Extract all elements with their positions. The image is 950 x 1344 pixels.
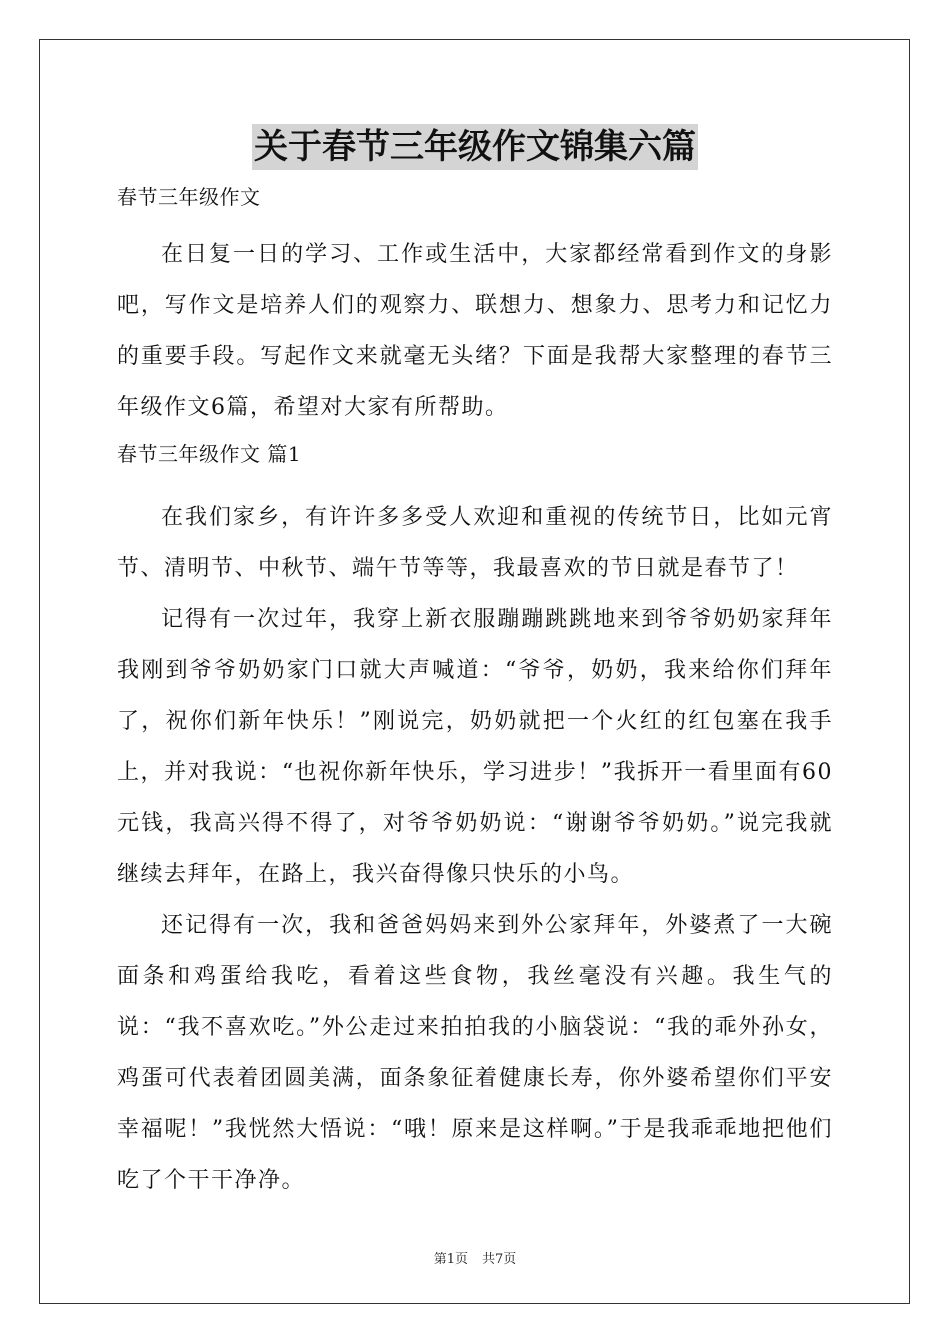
page-footer [0,1248,950,1267]
body-paragraph: 还记得有一次，我和爸爸妈妈来到外公家拜年，外婆煮了一大碗面条和鸡蛋给我吃，看着这些食物，我丝毫没有兴趣。我生气的说：“我不喜欢吃。”外公走过来拍拍我的小脑袋说：“我的乖外孙女，鸡蛋可代表着团圆美满，面条象征着健康长寿，你外婆希望你们平安幸福呢！”我恍然大悟说：“哦！原来是这样啊。”于是我乖乖地把他们吃了个干干净净。 [117,913,833,1193]
body-paragraph: 记得有一次过年，我穿上新衣服蹦蹦跳跳地来到爷爷奶奶家拜年我刚到爷爷奶奶家门口就大声喊道：“爷爷，奶奶，我来给你们拜年了，祝你们新年快乐！”刚说完，奶奶就把一个火红的红包塞在我手上，并对我说：“也祝你新年快乐，学习进步！”我拆开一看里面有60元钱，我高兴得不得了，对爷爷奶奶说：“谢谢爷爷奶奶。”说完我就继续去拜年，在路上，我兴奋得像只快乐的小鸟。 [117,607,833,887]
page-number: 第1页 [433,1252,468,1267]
section-heading: 春节三年级作文 篇1 [117,442,302,466]
title-container [0,124,950,170]
intro-paragraph: 在日复一日的学习、工作或生活中，大家都经常看到作文的身影吧，写作文是培养人们的观察力、联想力、想象力、思考力和记忆力的重要手段。写起作文来就毫无头绪？下面是我帮大家整理的春节三年级作文6篇，希望对大家有所帮助。 [117,242,833,420]
document-title: 关于春节三年级作文锦集六篇 [252,124,698,170]
main-heading: 春节三年级作文 [117,185,261,209]
body-paragraph: 在我们家乡，有许许多多受人欢迎和重视的传统节日，比如元宵节、清明节、中秋节、端午节等等，我最喜欢的节日就是春节了！ [117,505,833,581]
page-total: 共7页 [482,1252,517,1267]
document-body [117,180,833,1206]
